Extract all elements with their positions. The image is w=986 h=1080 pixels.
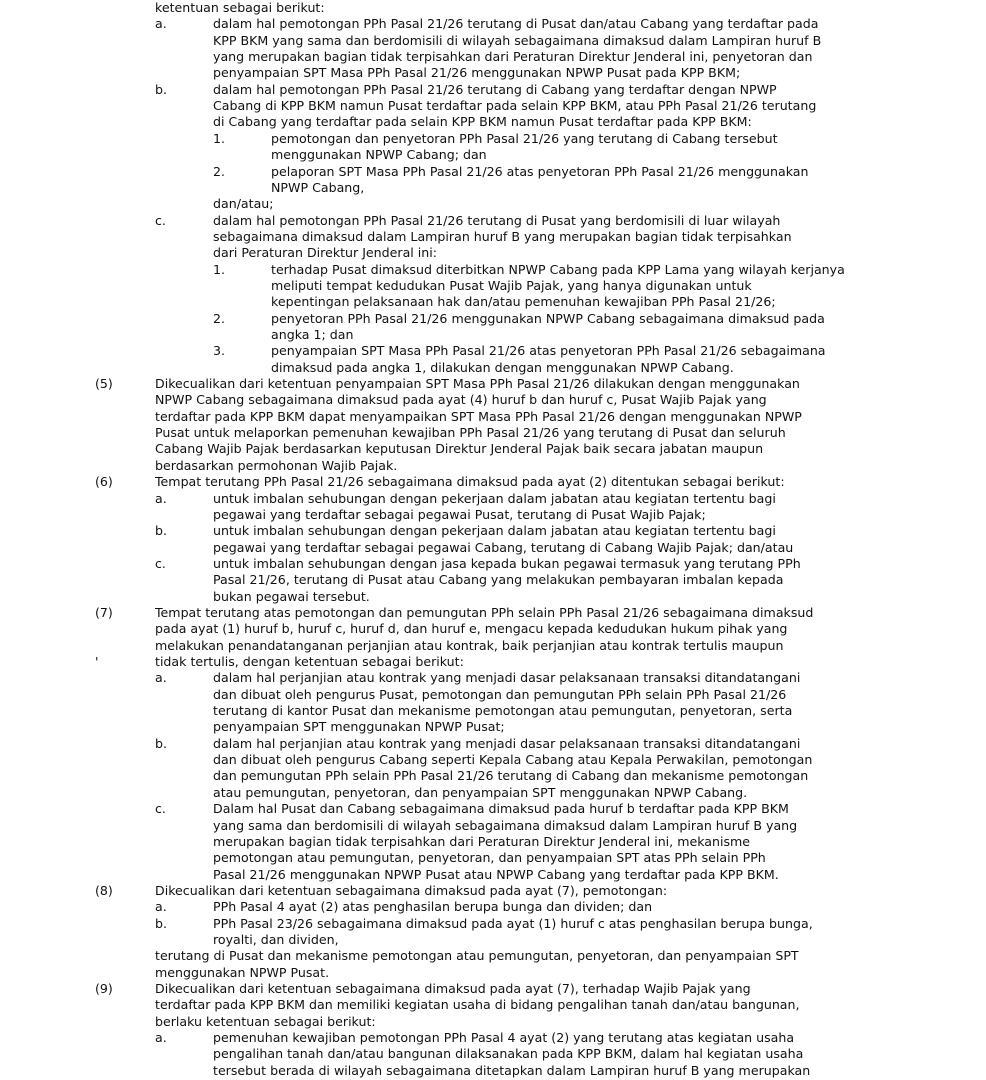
line-text: tersebut berada di wilayah sebagaimana ditetapkan dalam Lampiran huruf B yang merupakan bbox=[213, 1062, 811, 1078]
line-text: menggunakan NPWP Pusat. bbox=[155, 964, 330, 980]
document-line bbox=[0, 719, 986, 735]
line-text: untuk imbalan sehubungan dengan pekerjaan dalam jabatan atau kegiatan tertentu bagi bbox=[213, 490, 776, 506]
line-text: Dikecualikan dari ketentuan sebagaimana dimaksud pada ayat (7), pemotongan: bbox=[155, 882, 668, 898]
line-text: dan/atau; bbox=[213, 196, 274, 212]
list-marker: ' bbox=[95, 654, 99, 669]
document-line bbox=[0, 654, 986, 670]
line-text: Pasal 21/26, terutang di Pusat atau Cabang yang melakukan pembayaran imbalan kepada bbox=[213, 572, 784, 588]
list-marker: 3. bbox=[213, 343, 226, 359]
document-line bbox=[0, 16, 986, 32]
line-text: Pasal 21/26 menggunakan NPWP Pusat atau NPWP Cabang yang terdaftar pada KPP BKM. bbox=[213, 866, 779, 882]
line-text: untuk imbalan sehubungan dengan pekerjaan dalam jabatan atau kegiatan tertentu bagi bbox=[213, 523, 776, 539]
line-text: pemotongan dan penyetoran PPh Pasal 21/26 yang terutang di Cabang tersebut bbox=[271, 130, 778, 146]
document-line bbox=[0, 867, 986, 883]
line-text: ketentuan sebagai berikut: bbox=[155, 0, 325, 15]
document-line bbox=[0, 834, 986, 850]
document-line bbox=[0, 425, 986, 441]
line-text: pemotongan atau pemungutan, penyetoran, dan penyampaian SPT atas PPh selain PPh bbox=[213, 850, 766, 866]
line-text: KPP BKM yang sama dan berdomisili di wilayah sebagaimana dimaksud dalam Lampiran huruf B bbox=[213, 32, 822, 48]
line-text: melakukan penandatanganan perjanjian atau kontrak, baik perjanjian atau kontrak tertulis maupun bbox=[155, 637, 784, 653]
document-line bbox=[0, 164, 986, 180]
document-line bbox=[0, 82, 986, 98]
document-line bbox=[0, 703, 986, 719]
line-text: yang merupakan bagian tidak terpisahkan dari Peraturan Direktur Jenderal ini, penyetoran dan bbox=[213, 49, 813, 65]
line-text: meliputi tempat kedudukan Pusat Wajib Pajak, yang hanya digunakan untuk bbox=[271, 277, 752, 293]
line-text: berdasarkan permohonan Wajib Pajak. bbox=[155, 457, 398, 473]
line-text: dan dibuat oleh pengurus Pusat, pemotongan dan pemungutan PPh selain PPh Pasal 21/26 bbox=[213, 686, 787, 702]
document-line bbox=[0, 474, 986, 490]
document-line bbox=[0, 916, 986, 932]
line-text: terdaftar pada KPP BKM dapat menyampaikan SPT Masa PPh Pasal 21/26 dengan menggunakan NPWP bbox=[155, 408, 802, 424]
list-marker: a. bbox=[155, 16, 167, 32]
document-line bbox=[0, 311, 986, 327]
line-text: Cabang Wajib Pajak berdasarkan keputusan Direktur Jenderal Pajak baik secara jabatan maupun bbox=[155, 441, 764, 457]
document-line bbox=[0, 98, 986, 114]
document-line bbox=[0, 540, 986, 556]
document-line bbox=[0, 409, 986, 425]
list-marker: c. bbox=[155, 801, 166, 817]
document-line bbox=[0, 605, 986, 621]
document-line bbox=[0, 507, 986, 523]
list-marker: (9) bbox=[95, 981, 113, 996]
document-line bbox=[0, 997, 986, 1013]
line-text: terdaftar pada KPP BKM dan memiliki kegiatan usaha di bidang pengalihan tanah dan/atau bangunan, bbox=[155, 997, 800, 1013]
document-line bbox=[0, 147, 986, 163]
line-text: penyampaian SPT Masa PPh Pasal 21/26 atas penyetoran PPh Pasal 21/26 sebagaimana bbox=[271, 343, 826, 359]
line-text: pegawai yang terdaftar sebagai pegawai Cabang, terutang di Cabang Wajib Pajak; dan/atau bbox=[213, 539, 794, 555]
document-line bbox=[0, 736, 986, 752]
list-marker: c. bbox=[155, 212, 166, 228]
document-line bbox=[0, 1046, 986, 1062]
line-text: atau pemungutan, penyetoran, dan penyampaian SPT menggunakan NPWP Cabang. bbox=[213, 784, 748, 800]
document-line bbox=[0, 229, 986, 245]
list-marker: b. bbox=[155, 915, 167, 931]
document-line bbox=[0, 131, 986, 147]
document-line bbox=[0, 638, 986, 654]
document-line bbox=[0, 278, 986, 294]
document-line bbox=[0, 65, 986, 81]
line-text: PPh Pasal 23/26 sebagaimana dimaksud pada ayat (1) huruf c atas penghasilan berupa bunga, bbox=[213, 915, 813, 931]
line-text: di Cabang yang terdaftar pada selain KPP BKM namun Pusat terdaftar pada KPP BKM: bbox=[213, 114, 752, 130]
list-marker: (7) bbox=[95, 604, 113, 620]
document-line bbox=[0, 262, 986, 278]
document-line bbox=[0, 1063, 986, 1079]
document-line bbox=[0, 932, 986, 948]
line-text: dimaksud pada angka 1, dilakukan dengan menggunakan NPWP Cabang. bbox=[271, 359, 734, 375]
list-marker: 1. bbox=[213, 261, 226, 277]
line-text: dalam hal perjanjian atau kontrak yang menjadi dasar pelaksanaan transaksi ditandatangani bbox=[213, 735, 801, 751]
document-line bbox=[0, 33, 986, 49]
document-line bbox=[0, 1030, 986, 1046]
document-line bbox=[0, 850, 986, 866]
list-marker: a. bbox=[155, 670, 167, 686]
line-text: Dalam hal Pusat dan Cabang sebagaimana dimaksud pada huruf b terdaftar pada KPP BKM bbox=[213, 801, 789, 817]
document-line bbox=[0, 180, 986, 196]
list-marker: b. bbox=[155, 523, 167, 539]
list-marker: (5) bbox=[95, 376, 113, 392]
document-line bbox=[0, 589, 986, 605]
line-text: terutang di Pusat dan mekanisme pemotongan atau pemungutan, penyetoran, dan penyampaian SPT bbox=[155, 948, 799, 964]
line-text: penyampaian SPT Masa PPh Pasal 21/26 menggunakan NPWP Pusat pada KPP BKM; bbox=[213, 65, 741, 81]
line-text: dalam hal pemotongan PPh Pasal 21/26 terutang di Pusat yang berdomisili di luar wilayah bbox=[213, 212, 781, 228]
line-text: yang sama dan berdomisili di wilayah sebagaimana dimaksud dalam Lampiran huruf B yang bbox=[213, 817, 798, 833]
document-line bbox=[0, 376, 986, 392]
document-line bbox=[0, 752, 986, 768]
document-line bbox=[0, 392, 986, 408]
line-text: pengalihan tanah dan/atau bangunan dilaksanakan pada KPP BKM, dalam hal kegiatan usaha bbox=[213, 1046, 804, 1062]
document-line bbox=[0, 801, 986, 817]
line-text: penyampaian SPT menggunakan NPWP Pusat; bbox=[213, 719, 505, 735]
line-text: sebagaimana dimaksud dalam Lampiran huruf B yang merupakan bagian tidak terpisahkan bbox=[213, 228, 792, 244]
document-line bbox=[0, 441, 986, 457]
line-text: tidak tertulis, dengan ketentuan sebagai berikut: bbox=[155, 654, 464, 669]
document-line bbox=[0, 327, 986, 343]
document-line bbox=[0, 213, 986, 229]
document-line bbox=[0, 899, 986, 915]
line-text: pelaporan SPT Masa PPh Pasal 21/26 atas penyetoran PPh Pasal 21/26 menggunakan bbox=[271, 163, 809, 179]
document-line bbox=[0, 49, 986, 65]
line-text: dalam hal pemotongan PPh Pasal 21/26 terutang di Pusat dan/atau Cabang yang terdaftar pada bbox=[213, 16, 819, 32]
line-text: Pusat untuk melaporkan pemenuhan kewajiban PPh Pasal 21/26 yang terutang di Pusat dan seluruh bbox=[155, 425, 786, 441]
line-text: dalam hal pemotongan PPh Pasal 21/26 terutang di Cabang yang terdaftar dengan NPWP bbox=[213, 81, 777, 97]
line-text: Tempat terutang PPh Pasal 21/26 sebagaimana dimaksud pada ayat (2) ditentukan sebagai berikut: bbox=[155, 474, 785, 490]
list-marker: 2. bbox=[213, 163, 226, 179]
document-line bbox=[0, 670, 986, 686]
document-line bbox=[0, 523, 986, 539]
document-line bbox=[0, 981, 986, 997]
document-line bbox=[0, 196, 986, 212]
list-marker: (6) bbox=[95, 474, 113, 490]
document-line bbox=[0, 785, 986, 801]
document-line bbox=[0, 883, 986, 899]
line-text: kepentingan pelaksanaan hak dan/atau pemenuhan kewajiban PPh Pasal 21/26; bbox=[271, 294, 776, 310]
line-text: pemenuhan kewajiban pemotongan PPh Pasal 4 ayat (2) yang terutang atas kegiatan usaha bbox=[213, 1030, 795, 1046]
document-line bbox=[0, 245, 986, 261]
document-line bbox=[0, 965, 986, 981]
list-marker: a. bbox=[155, 899, 167, 915]
document-line bbox=[0, 556, 986, 572]
line-text: untuk imbalan sehubungan dengan jasa kepada bukan pegawai termasuk yang terutang PPh bbox=[213, 555, 801, 571]
list-marker: b. bbox=[155, 735, 167, 751]
line-text: menggunakan NPWP Cabang; dan bbox=[271, 147, 487, 163]
list-marker: 1. bbox=[213, 130, 226, 146]
line-text: bukan pegawai tersebut. bbox=[213, 588, 370, 604]
list-marker: b. bbox=[155, 81, 167, 97]
line-text: Tempat terutang atas pemotongan dan pemungutan PPh selain PPh Pasal 21/26 sebagaimana dimaksud bbox=[155, 604, 814, 620]
line-text: berlaku ketentuan sebagai berikut: bbox=[155, 1013, 376, 1029]
line-text: Dikecualikan dari ketentuan penyampaian SPT Masa PPh Pasal 21/26 dilakukan dengan menggunakan bbox=[155, 376, 800, 392]
line-text: pada ayat (1) huruf b, huruf c, huruf d, dan huruf e, mengacu kepada kedudukan hukum pihak yang bbox=[155, 621, 788, 637]
list-marker: c. bbox=[155, 555, 166, 571]
line-text: dan pemungutan PPh selain PPh Pasal 21/26 terutang di Cabang dan mekanisme pemotongan bbox=[213, 768, 809, 784]
document-line bbox=[0, 458, 986, 474]
document-line bbox=[0, 768, 986, 784]
document-line bbox=[0, 114, 986, 130]
line-text: NPWP Cabang, bbox=[271, 179, 365, 195]
list-marker: a. bbox=[155, 490, 167, 506]
document-line bbox=[0, 572, 986, 588]
list-marker: 2. bbox=[213, 310, 226, 326]
line-text: NPWP Cabang sebagaimana dimaksud pada ayat (4) huruf b dan huruf c, Pusat Wajib Pajak yang bbox=[155, 392, 767, 408]
document-line bbox=[0, 0, 986, 16]
line-text: penyetoran PPh Pasal 21/26 menggunakan NPWP Cabang sebagaimana dimaksud pada bbox=[271, 310, 825, 326]
line-text: dari Peraturan Direktur Jenderal ini: bbox=[213, 245, 438, 261]
document-line bbox=[0, 1014, 986, 1030]
document-line bbox=[0, 343, 986, 359]
line-text: merupakan bagian tidak terpisahkan dari Peraturan Direktur Jenderal ini, mekanisme bbox=[213, 833, 751, 849]
line-text: Dikecualikan dari ketentuan sebagaimana dimaksud pada ayat (7), terhadap Wajib Pajak yang bbox=[155, 981, 751, 996]
line-text: dan dibuat oleh pengurus Cabang seperti Kepala Cabang atau Kepala Perwakilan, pemotongan bbox=[213, 752, 813, 768]
list-marker: a. bbox=[155, 1030, 167, 1046]
document-line bbox=[0, 621, 986, 637]
line-text: Cabang di KPP BKM namun Pusat terdaftar pada selain KPP BKM, atau PPh Pasal 21/26 terutang bbox=[213, 98, 817, 114]
line-text: terhadap Pusat dimaksud diterbitkan NPWP Cabang pada KPP Lama yang wilayah kerjanya bbox=[271, 261, 845, 277]
document-line bbox=[0, 818, 986, 834]
line-text: dalam hal perjanjian atau kontrak yang menjadi dasar pelaksanaan transaksi ditandatangani bbox=[213, 670, 801, 686]
line-text: pegawai yang terdaftar sebagai pegawai Pusat, terutang di Pusat Wajib Pajak; bbox=[213, 506, 706, 522]
document-line bbox=[0, 687, 986, 703]
line-text: PPh Pasal 4 ayat (2) atas penghasilan berupa bunga dan dividen; dan bbox=[213, 899, 653, 915]
document-line bbox=[0, 360, 986, 376]
document-line bbox=[0, 491, 986, 507]
line-text: angka 1; dan bbox=[271, 327, 354, 342]
line-text: royalti, dan dividen, bbox=[213, 931, 339, 947]
document-line bbox=[0, 294, 986, 310]
line-text: terutang di kantor Pusat dan mekanisme pemotongan atau pemungutan, penyetoran, serta bbox=[213, 703, 793, 719]
document-line bbox=[0, 948, 986, 964]
list-marker: (8) bbox=[95, 882, 113, 898]
